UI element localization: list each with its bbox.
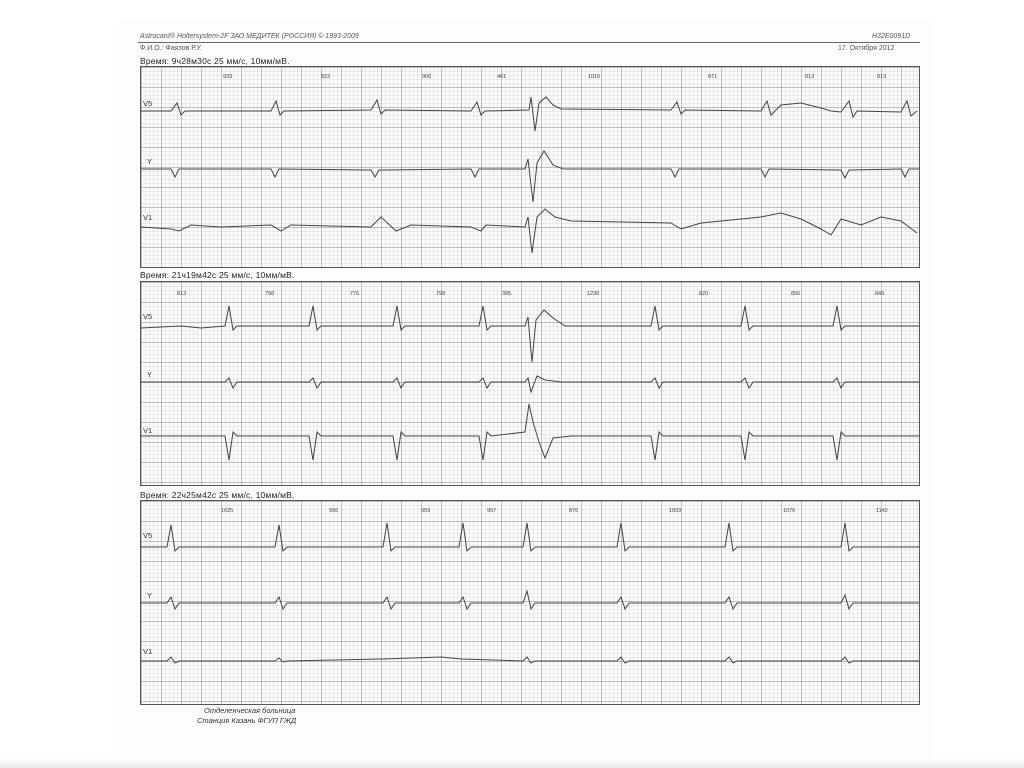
rr-interval-label: 959 bbox=[421, 508, 431, 514]
ecg-trace bbox=[141, 501, 919, 704]
hospital-name: Отделенческая больница bbox=[204, 706, 296, 715]
header-rule bbox=[138, 42, 920, 43]
report-date: 17. Октября 2012 bbox=[838, 45, 895, 52]
patient-name: Ф.И.О.: Фаязов Р.У. bbox=[140, 45, 202, 52]
ecg-strip bbox=[140, 500, 920, 705]
ecg-strip bbox=[140, 66, 920, 268]
ecg-trace bbox=[141, 67, 919, 267]
rr-interval-label: 906 bbox=[422, 74, 432, 80]
lead-label: V5 bbox=[143, 312, 153, 321]
ecg-trace bbox=[141, 282, 919, 485]
rr-interval-label: 1025 bbox=[221, 508, 234, 514]
page-edge-shadow bbox=[0, 758, 1024, 768]
rr-interval-label: 871 bbox=[708, 74, 718, 80]
rr-interval-label: 798 bbox=[436, 291, 446, 297]
lead-label: V1 bbox=[143, 647, 153, 656]
lead-label: Y bbox=[147, 157, 153, 166]
rr-interval-label: 876 bbox=[569, 508, 579, 514]
lead-label: Y bbox=[147, 591, 153, 600]
rr-interval-label: 813 bbox=[805, 74, 815, 80]
lead-label: Y bbox=[147, 370, 153, 379]
rr-interval-label: 820 bbox=[699, 291, 709, 297]
station-name: Станция Казань ФГУП ГЖД bbox=[197, 716, 297, 725]
strip-time-label: Время: 22ч25м42с 25 мм/с, 10мм/мВ. bbox=[140, 490, 295, 500]
ecg-strip bbox=[140, 281, 920, 486]
rr-interval-label: 1016 bbox=[588, 74, 601, 80]
rr-interval-label: 996 bbox=[329, 508, 339, 514]
rr-interval-label: 1142 bbox=[876, 508, 888, 514]
rr-interval-label: 813 bbox=[877, 74, 887, 80]
lead-label: V1 bbox=[143, 426, 153, 435]
software-title: Astrocard® Holtersystem-2F ЗАО МЕДИТЕК (РОССИЯ) © 1993-2009 bbox=[140, 33, 359, 40]
rr-interval-label: 1003 bbox=[669, 508, 682, 514]
rr-interval-label: 776 bbox=[350, 291, 360, 297]
lead-label: V5 bbox=[143, 531, 153, 540]
rr-interval-label: 1230 bbox=[587, 291, 600, 297]
rr-interval-label: 798 bbox=[265, 291, 275, 297]
rr-interval-label: 461 bbox=[497, 74, 507, 80]
rr-interval-label: 849 bbox=[875, 291, 885, 297]
strip-time-label: Время: 21ч19м42с 25 мм/с, 10мм/мВ. bbox=[140, 270, 295, 280]
lead-label: V1 bbox=[143, 213, 153, 222]
rr-interval-label: 822 bbox=[321, 74, 331, 80]
lead-label: V5 bbox=[143, 99, 153, 108]
rr-interval-label: 1076 bbox=[783, 508, 796, 514]
rr-interval-label: 856 bbox=[791, 291, 801, 297]
rr-interval-label: 395 bbox=[502, 291, 512, 297]
strip-time-label: Время: 9ч28м30с 25 мм/с, 10мм/мВ. bbox=[140, 56, 290, 66]
rr-interval-label: 907 bbox=[487, 508, 497, 514]
rr-interval-label: 813 bbox=[177, 291, 187, 297]
rr-interval-label: 933 bbox=[223, 74, 233, 80]
record-id: H32E0091D bbox=[872, 33, 911, 40]
